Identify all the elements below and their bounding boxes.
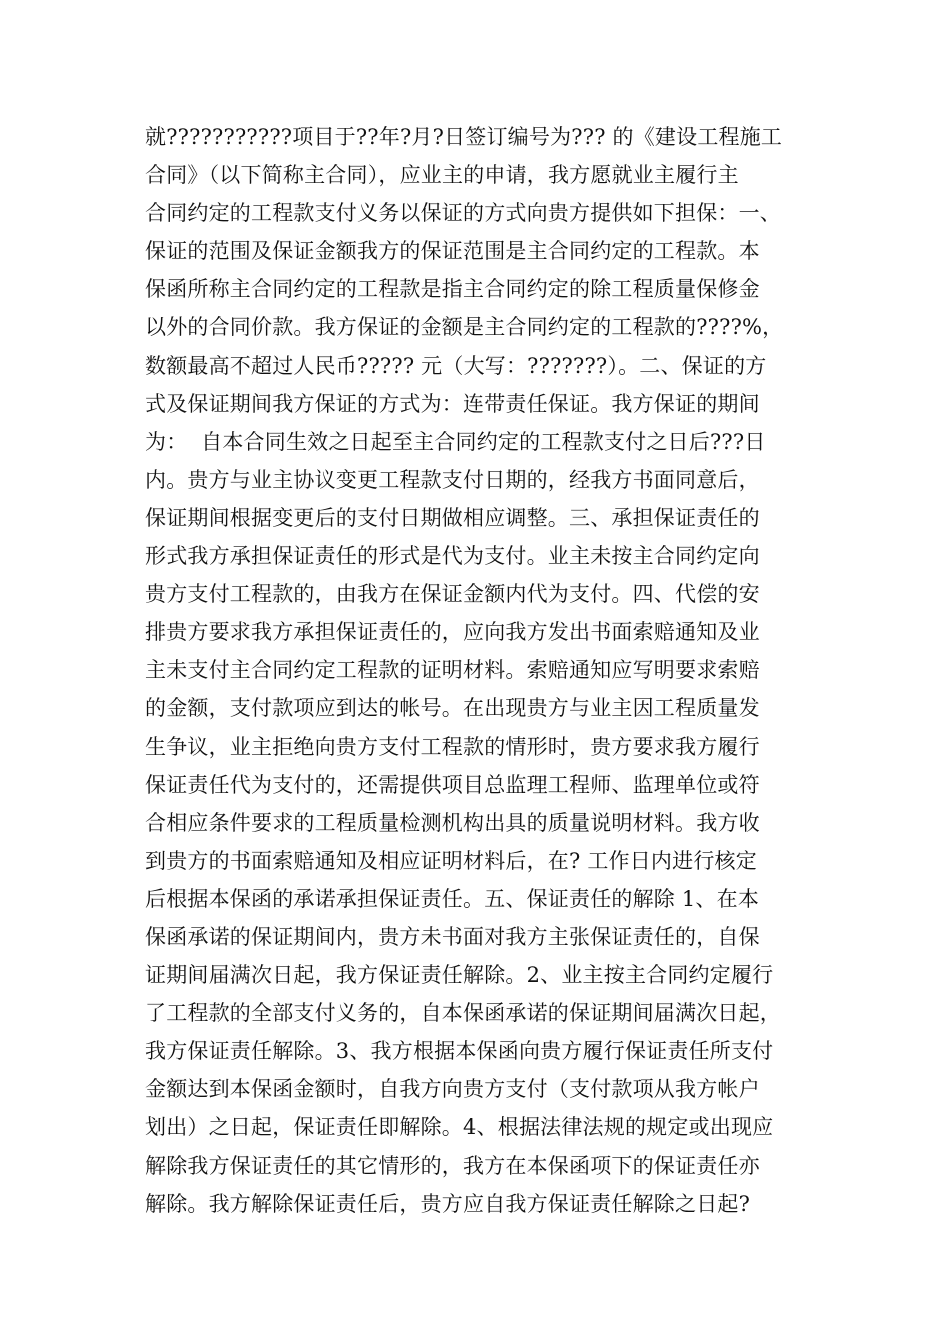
text-line: 形式我方承担保证责任的形式是代为支付。业主未按主合同约定向 — [145, 544, 760, 569]
text-line: 解除。我方解除保证责任后，贵方应自我方保证责任解除之日起? — [145, 1191, 751, 1216]
text-line: 为： 自本合同生效之日起至主合同约定的工程款支付之日后???日 — [145, 429, 766, 454]
text-line: 了工程款的全部支付义务的，自本保函承诺的保证期间届满次日起， — [145, 1001, 781, 1026]
text-line: 证期间届满次日起，我方保证责任解除。2、业主按主合同约定履行 — [145, 963, 774, 988]
text-line: 主未支付主合同约定工程款的证明材料。索赔通知应写明要求索赔 — [145, 658, 760, 683]
text-line: 保证期间根据变更后的支付日期做相应调整。三、承担保证责任的 — [145, 505, 760, 530]
text-line: 式及保证期间我方保证的方式为：连带责任保证。我方保证的期间 — [145, 391, 760, 416]
text-line: 解除我方保证责任的其它情形的，我方在本保函项下的保证责任亦 — [145, 1153, 760, 1178]
text-line: 保函承诺的保证期间内，贵方未书面对我方主张保证责任的，自保 — [145, 924, 760, 949]
text-line: 合相应条件要求的工程质量检测机构出具的质量说明材料。我方收 — [145, 810, 760, 835]
text-line: 合同》（以下简称主合同），应业主的申请，我方愿就业主履行主 — [145, 163, 739, 188]
text-line: 保证的范围及保证金额我方的保证范围是主合同约定的工程款。本 — [145, 239, 760, 264]
text-line: 保证责任代为支付的，还需提供项目总监理工程师、监理单位或符 — [145, 772, 760, 797]
text-line: 合同约定的工程款支付义务以保证的方式向贵方提供如下担保：一、 — [145, 201, 781, 226]
text-line: 内。贵方与业主协议变更工程款支付日期的，经我方书面同意后， — [145, 467, 760, 492]
text-line: 排贵方要求我方承担保证责任的，应向我方发出书面索赔通知及业 — [145, 620, 760, 645]
text-line: 贵方支付工程款的，由我方在保证金额内代为支付。四、代偿的安 — [145, 582, 760, 607]
text-line: 金额达到本保函金额时，自我方向贵方支付（支付款项从我方帐户 — [145, 1077, 760, 1102]
text-line: 以外的合同价款。我方保证的金额是主合同约定的工程款的????%， — [145, 315, 784, 340]
text-line: 生争议，业主拒绝向贵方支付工程款的情形时，贵方要求我方履行 — [145, 734, 760, 759]
text-line: 数额最高不超过人民币????? 元（大写：???????）。二、保证的方 — [145, 353, 767, 378]
text-line: 就???????????项目于??年?月?日签订编号为??? 的《建设工程施工 — [145, 125, 783, 149]
text-line: 的金额，支付款项应到达的帐号。在出现贵方与业主因工程质量发 — [145, 696, 760, 721]
body-text — [145, 118, 810, 1223]
text-line: 我方保证责任解除。3、我方根据本保函向贵方履行保证责任所支付 — [145, 1039, 774, 1064]
text-line: 到贵方的书面索赔通知及相应证明材料后，在? 工作日内进行核定 — [145, 848, 757, 873]
text-line: 划出）之日起，保证责任即解除。4、根据法律法规的规定或出现应 — [145, 1115, 774, 1140]
text-line: 保函所称主合同约定的工程款是指主合同约定的除工程质量保修金 — [145, 277, 760, 302]
text-line: 后根据本保函的承诺承担保证责任。五、保证责任的解除 1、在本 — [145, 886, 760, 911]
